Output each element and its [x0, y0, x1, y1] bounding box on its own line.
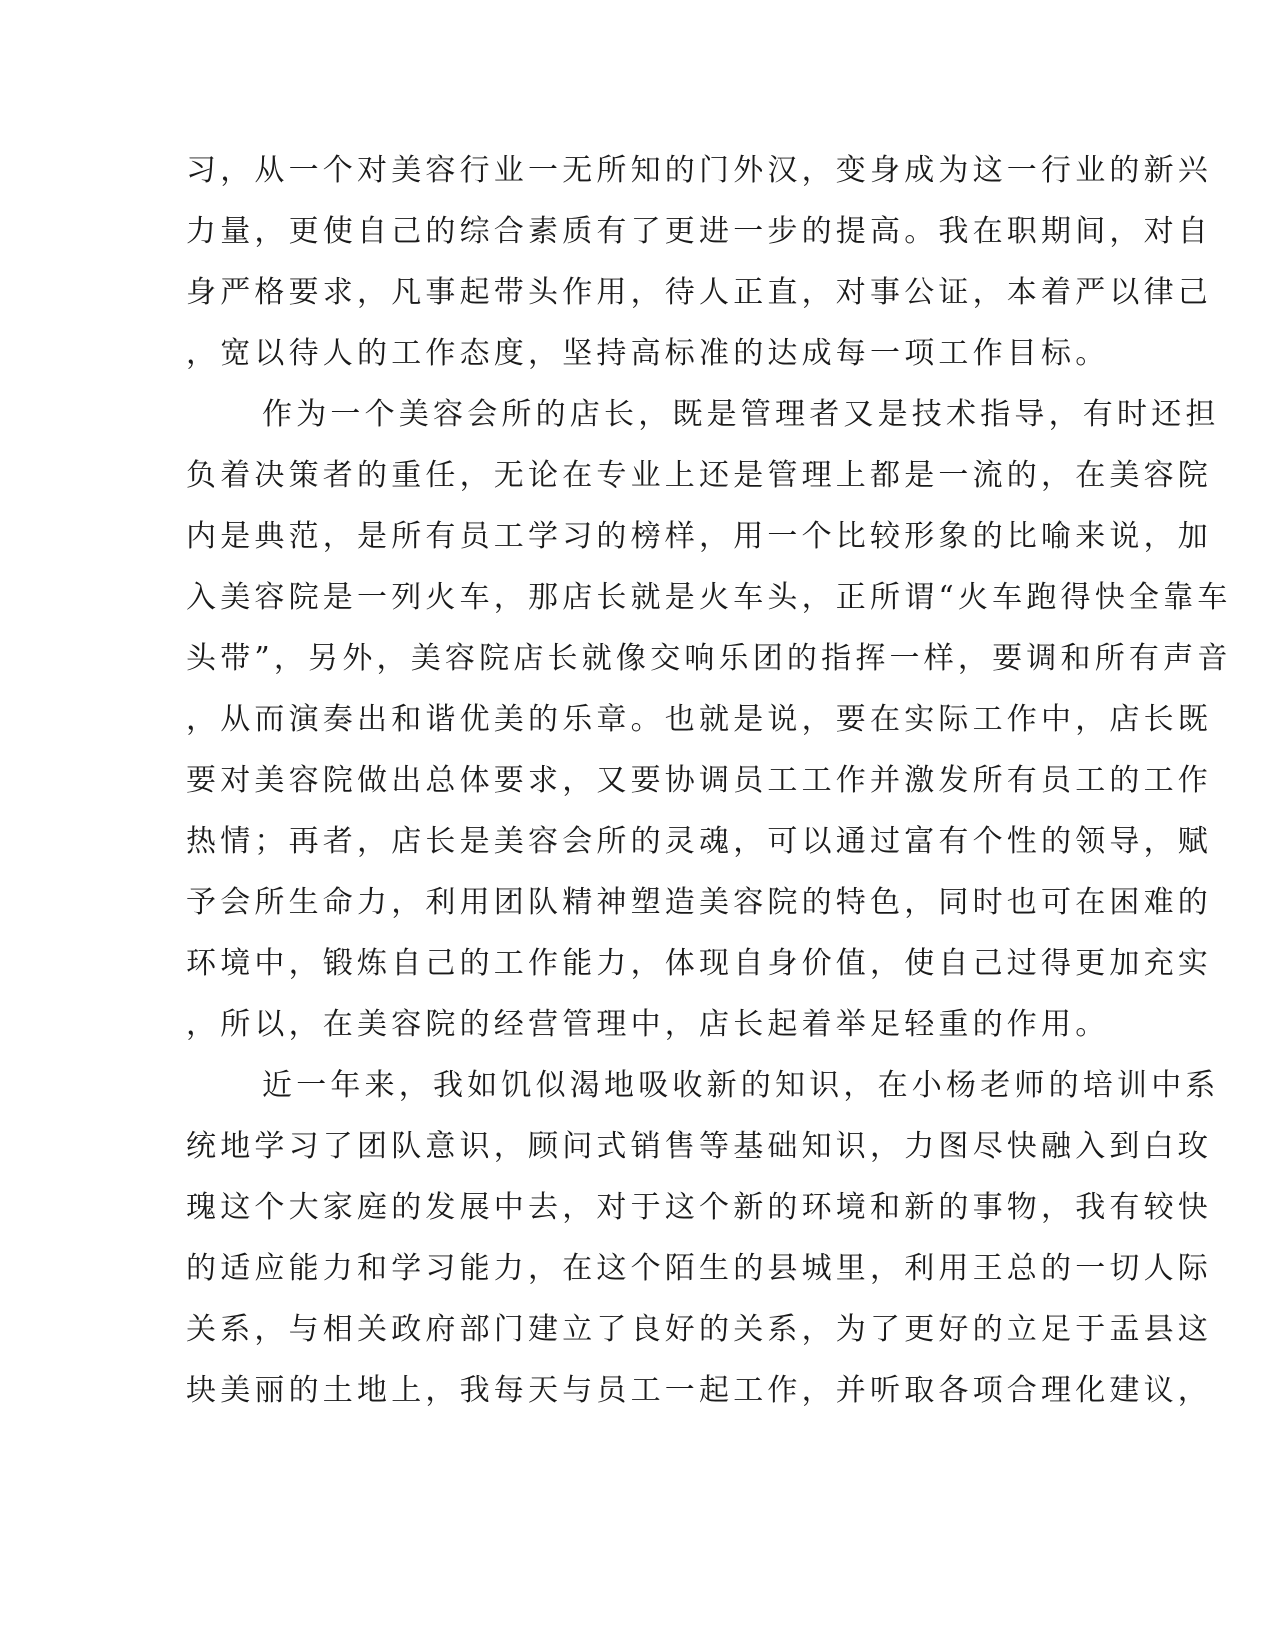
- text-line: 负着决策者的重任，无论在专业上还是管理上都是一流的，在美容院: [186, 458, 1212, 493]
- body-text: [186, 140, 1232, 1421]
- text-line: 关系，与相关政府部门建立了良好的关系，为了更好的立足于盂县这: [186, 1312, 1212, 1347]
- text-line: 予会所生命力，利用团队精神塑造美容院的特色，同时也可在困难的: [186, 885, 1212, 920]
- text-line: 习，从一个对美容行业一无所知的门外汉，变身成为这一行业的新兴: [186, 153, 1212, 188]
- text-line: ，宽以待人的工作态度，坚持高标准的达成每一项工作目标。: [186, 336, 1110, 371]
- paragraph-1: [186, 140, 1212, 384]
- text-line: 瑰这个大家庭的发展中去，对于这个新的环境和新的事物，我有较快: [186, 1190, 1212, 1225]
- text-line: 内是典范，是所有员工学习的榜样，用一个比较形象的比喻来说，加: [186, 519, 1212, 554]
- text-line: 头带”，另外，美容院店长就像交响乐团的指挥一样，要调和所有声音: [186, 641, 1232, 676]
- text-line: ，从而演奏出和谐优美的乐章。也就是说，要在实际工作中，店长既: [186, 702, 1212, 737]
- text-line: 作为一个美容会所的店长，既是管理者又是技术指导，有时还担: [262, 397, 1220, 432]
- text-line: 块美丽的土地上，我每天与员工一起工作，并听取各项合理化建议，: [186, 1373, 1212, 1408]
- text-line: 要对美容院做出总体要求，又要协调员工工作并激发所有员工的工作: [186, 763, 1212, 798]
- paragraph-2: [186, 384, 1232, 1055]
- text-line: 统地学习了团队意识，顾问式销售等基础知识，力图尽快融入到白玫: [186, 1129, 1212, 1164]
- text-line: 环境中，锻炼自己的工作能力，体现自身价值，使自己过得更加充实: [186, 946, 1212, 981]
- text-line: ，所以，在美容院的经营管理中，店长起着举足轻重的作用。: [186, 1007, 1110, 1042]
- paragraph-3: [186, 1055, 1220, 1421]
- text-line: 热情；再者，店长是美容会所的灵魂，可以通过富有个性的领导，赋: [186, 824, 1212, 859]
- text-line: 力量，更使自己的综合素质有了更进一步的提高。我在职期间，对自: [186, 214, 1212, 249]
- text-line: 近一年来，我如饥似渴地吸收新的知识，在小杨老师的培训中系: [262, 1068, 1220, 1103]
- text-line: 身严格要求，凡事起带头作用，待人正直，对事公证，本着严以律己: [186, 275, 1212, 310]
- text-line: 的适应能力和学习能力，在这个陌生的县城里，利用王总的一切人际: [186, 1251, 1212, 1286]
- text-line: 入美容院是一列火车，那店长就是火车头，正所谓“火车跑得快全靠车: [186, 580, 1232, 615]
